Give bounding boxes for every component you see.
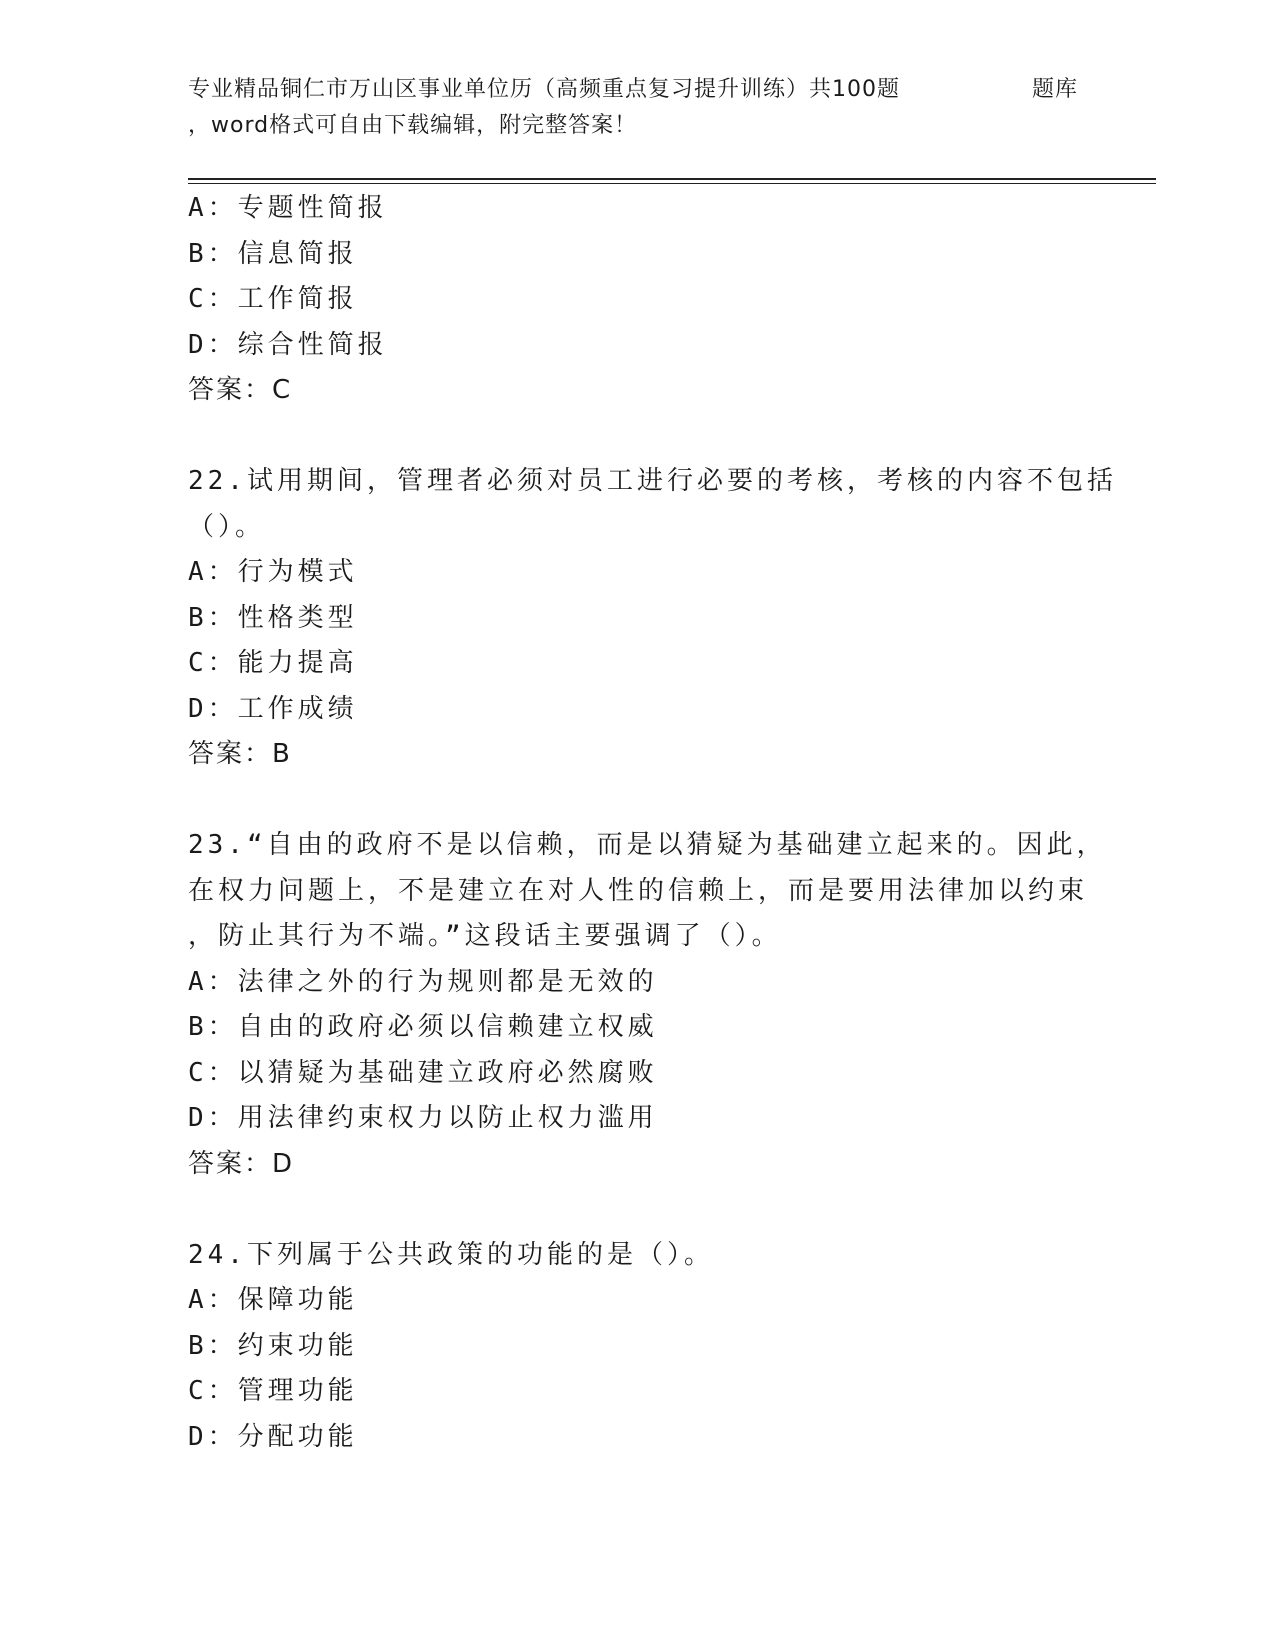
option-c: C：管理功能	[188, 1376, 358, 1406]
question-24	[188, 1233, 1088, 1461]
option-c: C：以猜疑为基础建立政府必然腐败	[188, 1057, 658, 1088]
option-a: A：行为模式	[188, 557, 358, 587]
question-stem: （）。	[188, 511, 266, 542]
question-23	[188, 823, 1107, 1187]
question-content	[188, 186, 1117, 1460]
spacer	[188, 414, 1088, 460]
question-stem: ，防止其行为不端。”这段话主要强调了（）。	[188, 921, 782, 951]
option-d: D：分配功能	[188, 1421, 358, 1452]
question-stem: 22.试用期间，管理者必须对员工进行必要的考核，考核的内容不包括	[188, 466, 1117, 496]
option-c: C：能力提高	[188, 648, 358, 678]
option-b: B：性格类型	[188, 602, 358, 633]
header-divider-thick	[188, 178, 1156, 180]
option-d: D：综合性简报	[188, 329, 388, 360]
option-d: D：用法律约束权力以防止权力滥用	[188, 1103, 658, 1133]
option-c: C：工作简报	[188, 284, 358, 314]
option-b: B：信息简报	[188, 238, 358, 269]
option-b: B：约束功能	[188, 1330, 358, 1361]
question-22	[188, 459, 1117, 778]
answer: 答案：D	[188, 1148, 295, 1179]
question-stem: 24.下列属于公共政策的功能的是（）。	[188, 1239, 714, 1270]
option-a: A：专题性简报	[188, 193, 388, 223]
option-d: D：工作成绩	[188, 693, 358, 724]
question-stem: 23.“自由的政府不是以信赖，而是以猜疑为基础建立起来的。因此，	[188, 830, 1107, 860]
header-subtitle: ，word格式可自由下载编辑，附完整答案！	[188, 113, 638, 138]
spacer	[188, 778, 1088, 824]
question-21	[188, 186, 1088, 414]
header-title: 专业精品铜仁市万山区事业单位历（高频重点复习提升训练）共100题	[188, 77, 900, 102]
answer: 答案：C	[188, 375, 293, 405]
header-tag: 题库	[1032, 77, 1079, 102]
option-a: A：保障功能	[188, 1285, 358, 1315]
answer: 答案：B	[188, 739, 292, 769]
option-b: B：自由的政府必须以信赖建立权威	[188, 1012, 658, 1042]
page-header	[188, 72, 1148, 144]
spacer	[188, 1187, 1088, 1233]
header-divider-thin	[188, 183, 1156, 184]
question-stem: 在权力问题上，不是建立在对人性的信赖上，而是要用法律加以约束	[188, 875, 1089, 906]
option-a: A：法律之外的行为规则都是无效的	[188, 966, 658, 997]
